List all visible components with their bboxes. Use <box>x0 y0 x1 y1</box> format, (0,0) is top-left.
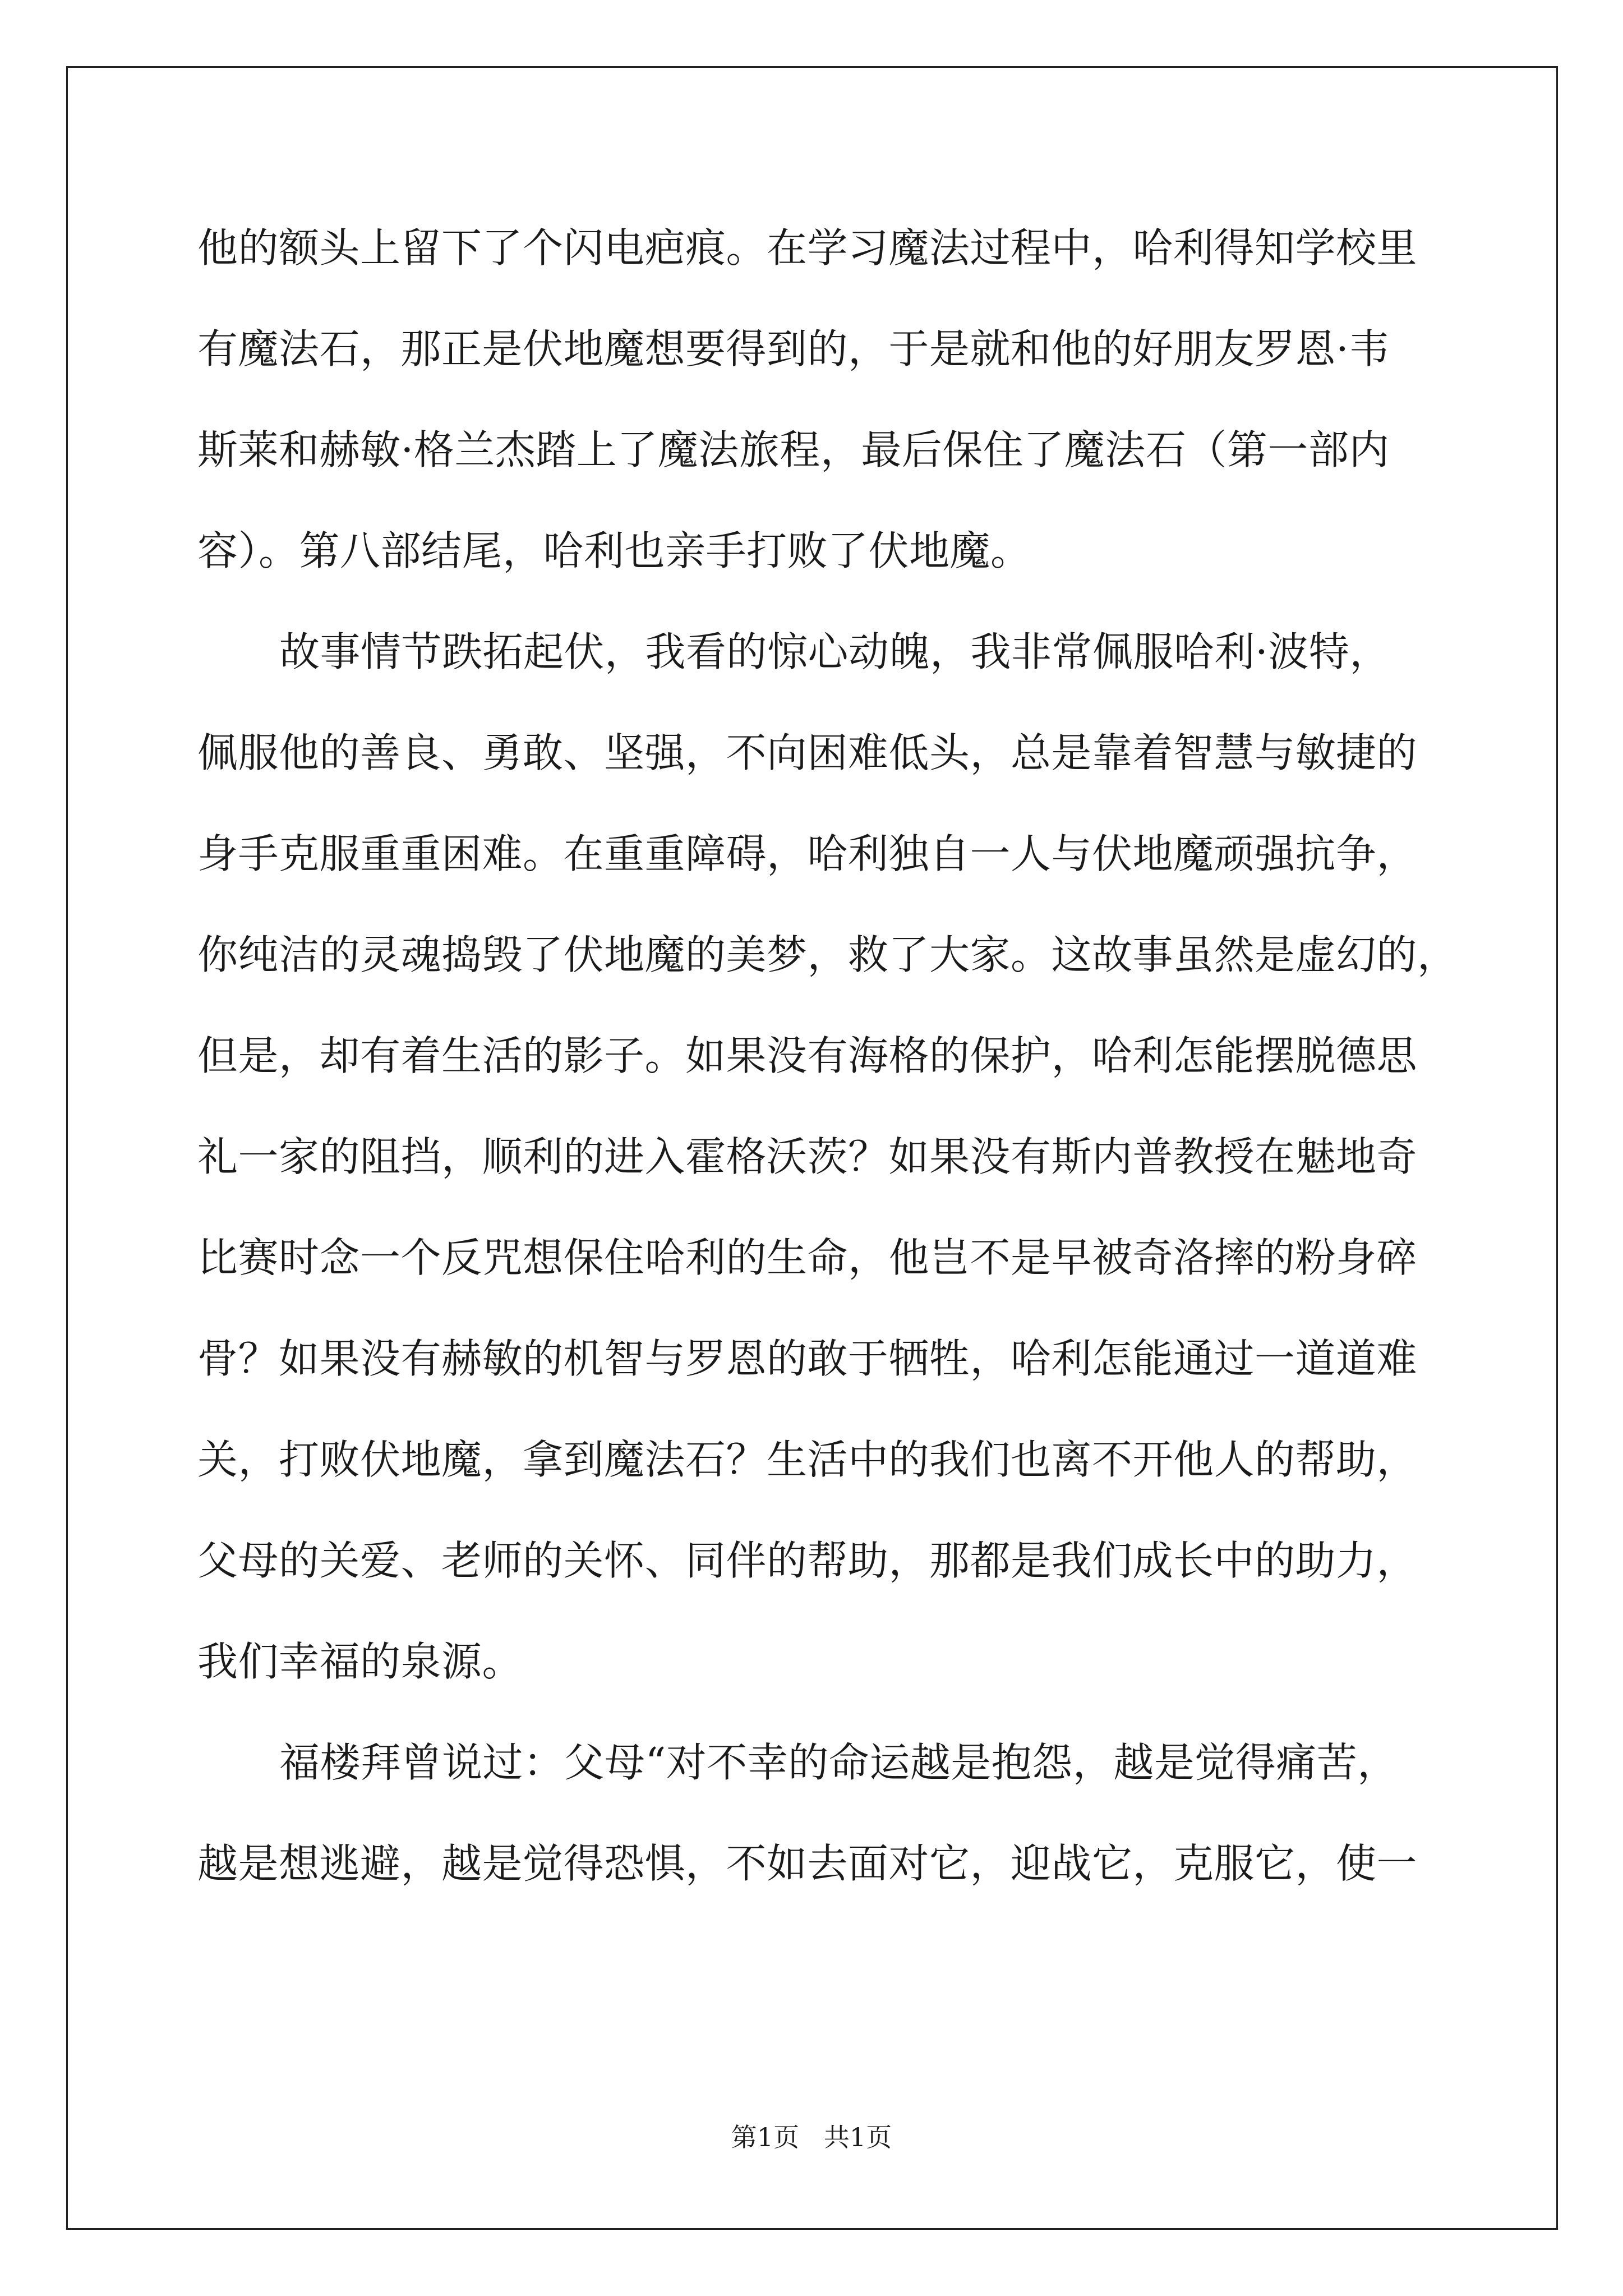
paragraph-start-line: 故事情节跌拓起伏，我看的惊心动魄，我非常佩服哈利·波特， <box>279 628 1390 675</box>
text-line: 越是想逃避，越是觉得恐惧，不如去面对它，迎战它，克服它，使一 <box>197 1840 1418 1887</box>
text-line: 他的额头上留下了个闪电疤痕。在学习魔法过程中，哈利得知学校里 <box>197 224 1418 272</box>
text-line: 身手克服重重困难。在重重障碍，哈利独自一人与伏地魔顽强抗争， <box>197 830 1418 877</box>
text-line: 有魔法石，那正是伏地魔想要得到的，于是就和他的好朋友罗恩·韦 <box>197 325 1390 372</box>
text-line: 你纯洁的灵魂捣毁了伏地魔的美梦，救了大家。这故事虽然是虚幻的， <box>197 931 1458 978</box>
text-line: 父母的关爱、老师的关怀、同伴的帮助，那都是我们成长中的助力， <box>197 1537 1418 1584</box>
text-line: 礼一家的阻挡，顺利的进入霍格沃茨？如果没有斯内普教授在魅地奇 <box>197 1133 1418 1180</box>
text-line: 佩服他的善良、勇敢、坚强，不向困难低头，总是靠着智慧与敏捷的 <box>197 729 1418 776</box>
text-line: 我们幸福的泉源。 <box>197 1638 523 1685</box>
text-line: 比赛时念一个反咒想保住哈利的生命，他岂不是早被奇洛摔的粉身碎 <box>197 1234 1418 1281</box>
text-line: 骨？如果没有赫敏的机智与罗恩的敢于牺牲，哈利怎能通过一道道难 <box>197 1335 1418 1382</box>
text-line: 容）。第八部结尾，哈利也亲手打败了伏地魔。 <box>197 527 1031 574</box>
page-footer: 第1页 共1页 <box>731 2122 892 2152</box>
text-line: 但是，却有着生活的影子。如果没有海格的保护，哈利怎能摆脱德思 <box>197 1032 1418 1079</box>
text-line: 关，打败伏地魔，拿到魔法石？生活中的我们也离不开他人的帮助， <box>197 1436 1418 1483</box>
paragraph-start-line: 福楼拜曾说过：父母“对不幸的命运越是抱怨，越是觉得痛苦， <box>279 1739 1398 1786</box>
text-line: 斯莱和赫敏·格兰杰踏上了魔法旅程，最后保住了魔法石（第一部内 <box>197 426 1390 473</box>
